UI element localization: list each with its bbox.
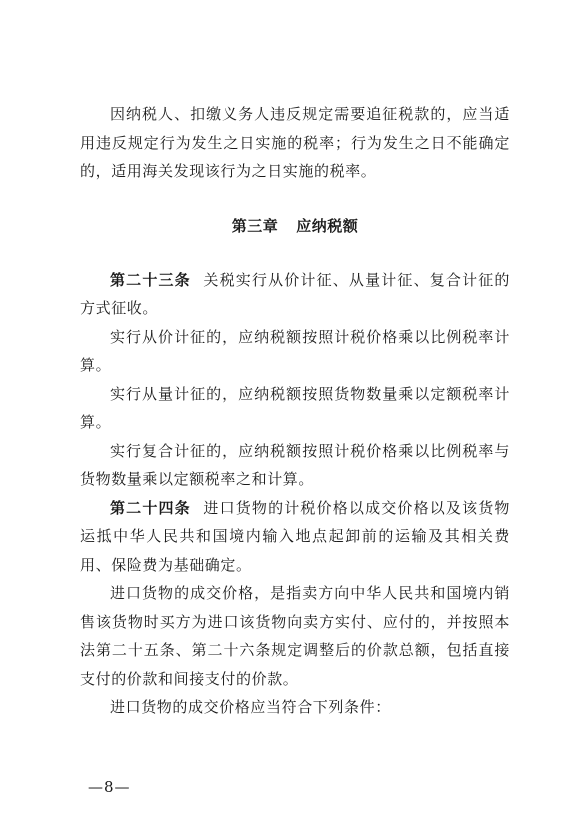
article-24-label: 第二十四条 [110, 498, 191, 517]
paragraph-transaction-value: 进口货物的成交价格，是指卖方向中华人民共和国境内销售该货物时买方为进口该货物向卖方实付、应付的，并按照本法第二十五条、第二十六条规定调整后的价款总额，包括直接支付的价款和间接支付的价款。 [80, 584, 510, 688]
article-24-text: 进口货物的计税价格以成交价格以及该货物运抵中华人民共和国境内输入地点起卸前的运输及其相关费用、保险费为基础确定。 [80, 498, 510, 574]
paragraph-conditions: 进口货物的成交价格应当符合下列条件： [110, 698, 391, 716]
article-23 [80, 266, 510, 323]
chapter-number: 第三章 [231, 216, 279, 235]
paragraph-tax-rate-recovery: 因纳税人、扣缴义务人违反规定需要追征税款的，应当适用违反规定行为发生之日实施的税率；行为发生之日不能确定的，适用海关发现该行为之日实施的税率。 [80, 105, 510, 180]
page-number: —8— [88, 778, 131, 796]
paragraph-ad-valorem: 实行从价计征的，应纳税额按照计税价格乘以比例税率计算。 [80, 327, 510, 374]
article-24 [80, 494, 510, 580]
paragraph-compound: 实行复合计征的，应纳税额按照计税价格乘以比例税率与货物数量乘以定额税率之和计算。 [80, 441, 510, 488]
paragraph-specific: 实行从量计征的，应纳税额按照货物数量乘以定额税率计算。 [80, 384, 510, 431]
chapter-heading [80, 212, 510, 240]
document-body [80, 100, 510, 722]
chapter-title: 应纳税额 [296, 216, 359, 235]
article-23-text: 关税实行从价计征、从量计征、复合计征的方式征收。 [80, 270, 510, 317]
article-23-label: 第二十三条 [110, 270, 191, 289]
